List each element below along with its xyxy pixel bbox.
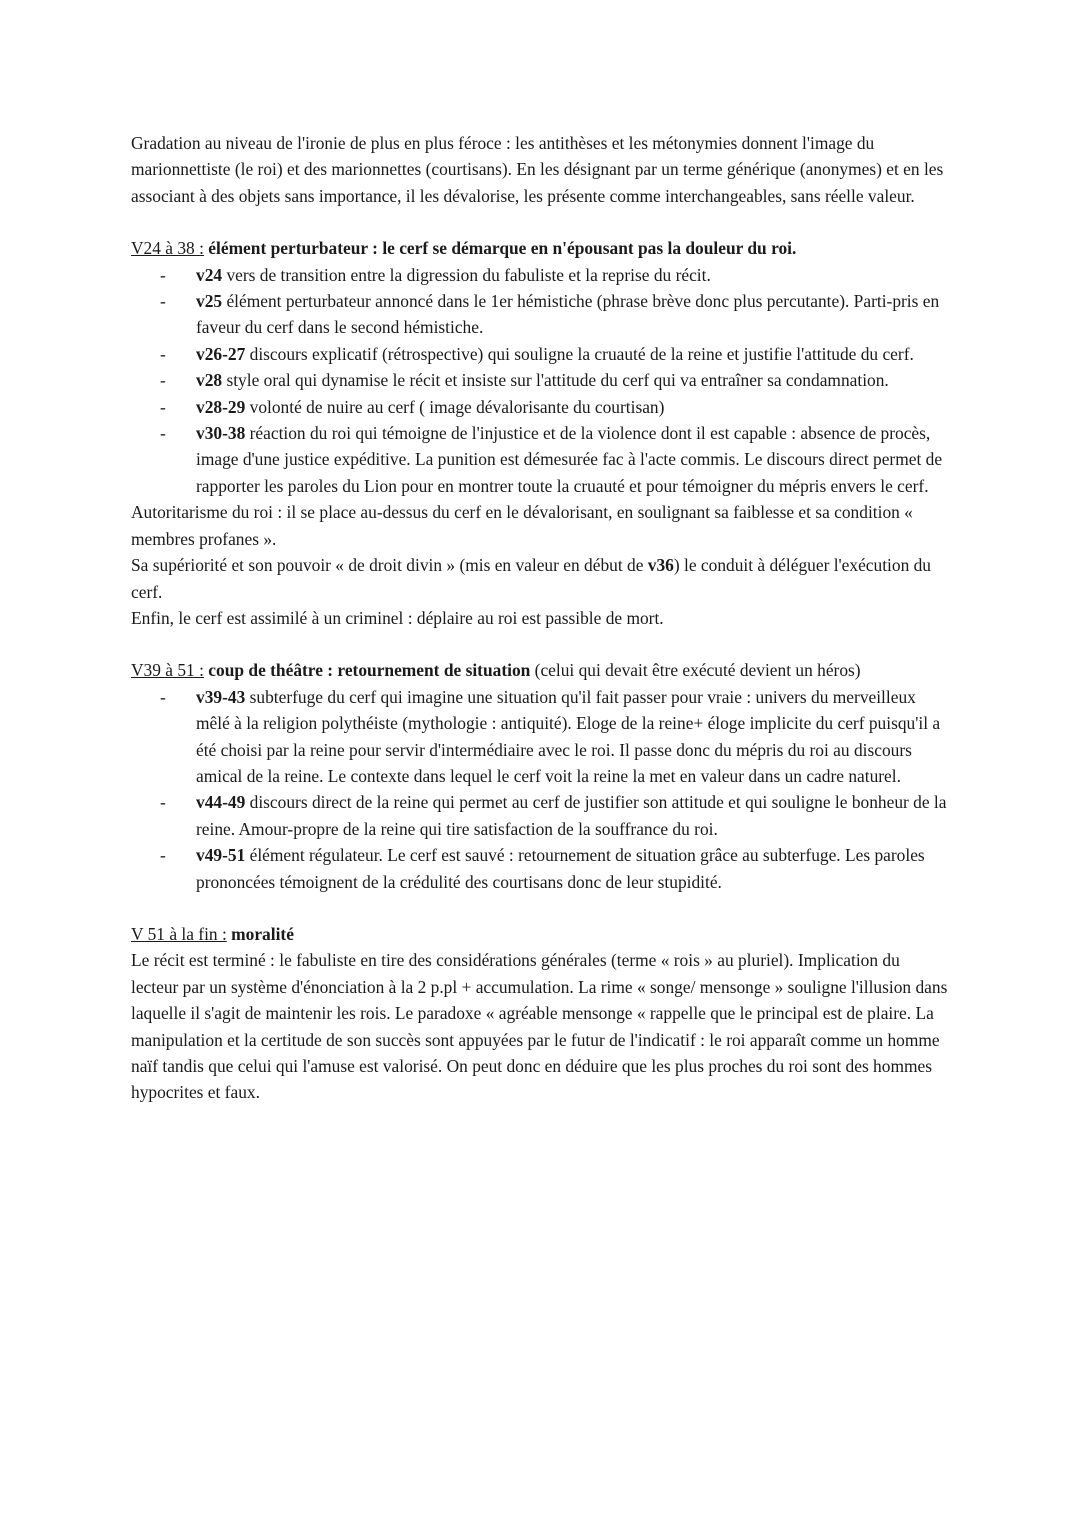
item-text: élément régulateur. Le cerf est sauvé : retournement de situation grâce au subterfuge. Les paroles prononcées témoignent de la crédulité des courtisans donc de leur stupidité. — [196, 845, 925, 892]
section-2-ref: V39 à 51 : — [131, 660, 204, 681]
item-text: subterfuge du cerf qui imagine une situation qu'il fait passer pour vraie : univers du merveilleux mêlé à la religion polythéiste (mythologie : antiquité). Eloge de la reine+ éloge implicite du cerf puisqu'il a été choisi par la reine pour servir d'intermédiaire avec le roi. Il passe donc du mépris du roi au discours amical de la reine. Le contexte dans lequel le cerf voit la reine la met en valeur dans un cadre naturel. — [196, 686, 941, 786]
list-item — [131, 367, 951, 393]
section-3-body: Le récit est terminé : le fabuliste en tire des considérations générales (terme « rois » au pluriel). Implication du lecteur par un système d'énonciation à la 2 p.pl + accumulation. La rime « songe/ mensonge » souligne l'illusion dans laquelle il s'agit de maintenir les rois. Le paradoxe « agréable mensonge « rappelle que le principal est de plaire. La manipulation et la certitude de son succès sont appuyées par le futur de l'indicatif : le roi apparaît comme un homme naïf tandis que celui qui l'amuse est valorisé. On peut donc en déduire que les plus proches du roi sont des hommes hypocrites et faux. — [131, 950, 948, 1103]
section-3-heading — [131, 921, 951, 947]
section-1-paragraph-1: Autoritarisme du roi : il se place au-dessus du cerf en le dévalorisant, en soulignant sa faiblesse et sa condition « membres profanes ». — [131, 502, 913, 549]
list-item — [131, 262, 951, 288]
item-text: style oral qui dynamise le récit et insiste sur l'attitude du cerf qui va entraîner sa condamnation. — [222, 370, 889, 391]
document-page — [131, 130, 951, 1106]
verse-ref: v25 — [196, 291, 223, 312]
section-1-heading — [131, 235, 951, 261]
list-item — [131, 288, 951, 341]
paragraph-text: ) le conduit à déléguer l'exécution du cerf. — [131, 555, 932, 602]
section-2-title-rest: (celui qui devait être exécuté devient un héros) — [530, 660, 861, 681]
list-item — [131, 842, 951, 895]
section-3-ref: V 51 à la fin : — [131, 923, 227, 944]
item-text: volonté de nuire au cerf ( image dévalorisante du courtisan) — [245, 396, 665, 417]
verse-ref: v24 — [196, 264, 223, 285]
verse-ref: v26-27 — [196, 343, 246, 364]
verse-ref: v36 — [647, 555, 674, 576]
list-item — [131, 341, 951, 367]
item-text: vers de transition entre la digression du fabuliste et la reprise du récit. — [222, 264, 711, 285]
verse-ref: v49-51 — [196, 845, 246, 866]
item-text: discours direct de la reine qui permet au cerf de justifier son attitude et qui souligne le bonheur de la reine. Amour-propre de la reine qui tire satisfaction de la souffrance du roi. — [196, 792, 947, 839]
verse-ref: v28 — [196, 370, 223, 391]
section-2-title: coup de théâtre : retournement de situation — [208, 660, 531, 681]
list-item — [131, 420, 951, 499]
intro-paragraph: Gradation au niveau de l'ironie de plus en plus féroce : les antithèses et les métonymies donnent l'image du marionnettiste (le roi) et des marionnettes (courtisans). En les désignant par un terme générique (anonymes) et en les associant à des objets sans importance, il les dévalorise, les présente comme interchangeables, sans réelle valeur. — [131, 133, 944, 206]
section-1-paragraph-2 — [131, 552, 951, 605]
section-3-title: moralité — [231, 923, 294, 944]
list-item — [131, 394, 951, 420]
item-text: discours explicatif (rétrospective) qui souligne la cruauté de la reine et justifie l'attitude du cerf. — [245, 343, 914, 364]
list-item — [131, 789, 951, 842]
list-item — [131, 684, 951, 790]
spacer — [131, 631, 951, 657]
paragraph-text: Sa supériorité et son pouvoir « de droit divin » (mis en valeur en début de — [131, 555, 648, 576]
item-text: réaction du roi qui témoigne de l'injustice et de la violence dont il est capable : absence de procès, image d'une justice expéditive. La punition est démesurée fac à l'acte commis. Le discours direct permet de rapporter les paroles du Lion pour en montrer toute la cruauté et pour témoigner du mépris envers le cerf. — [196, 423, 943, 496]
spacer — [131, 209, 951, 235]
verse-ref: v44-49 — [196, 792, 246, 813]
verse-ref: v28-29 — [196, 396, 246, 417]
verse-ref: v39-43 — [196, 686, 246, 707]
section-1-title: élément perturbateur : le cerf se démarque en n'épousant pas la douleur du roi. — [208, 238, 797, 259]
section-2-heading — [131, 657, 951, 683]
section-2-list — [131, 684, 951, 895]
spacer — [131, 895, 951, 921]
verse-ref: v30-38 — [196, 423, 246, 444]
section-1-paragraph-3: Enfin, le cerf est assimilé à un criminel : déplaire au roi est passible de mort. — [131, 607, 664, 628]
section-1-list — [131, 262, 951, 500]
item-text: élément perturbateur annoncé dans le 1er hémistiche (phrase brève donc plus percutante). Parti-pris en faveur du cerf dans le second hémistiche. — [196, 291, 940, 338]
section-1-ref: V24 à 38 : — [131, 238, 204, 259]
